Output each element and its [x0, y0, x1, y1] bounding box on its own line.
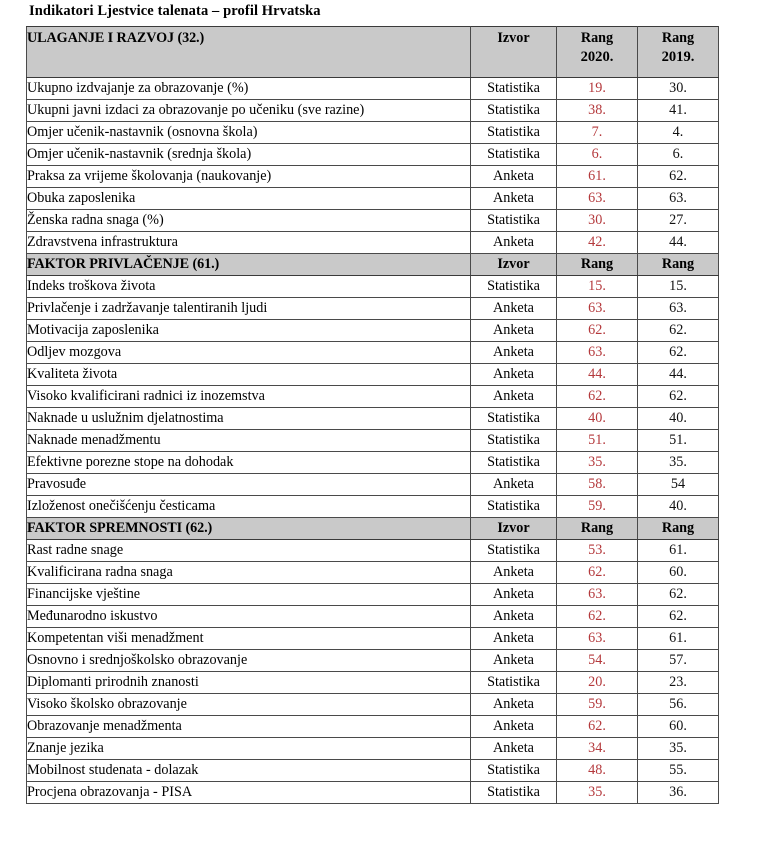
table-row	[27, 760, 719, 782]
indicator-name: Osnovno i srednjoškolsko obrazovanje	[27, 650, 471, 672]
indicator-source: Statistika	[471, 760, 557, 782]
indicator-name: Financijske vještine	[27, 584, 471, 606]
indicator-rank-2020: 42.	[557, 232, 638, 254]
indicator-source: Statistika	[471, 122, 557, 144]
table-row	[27, 78, 719, 100]
indicator-name: Ukupno izdvajanje za obrazovanje (%)	[27, 78, 471, 100]
indicator-rank-2019: 40.	[638, 408, 719, 430]
indicator-rank-2019: 35.	[638, 738, 719, 760]
indicator-name: Indeks troškova života	[27, 276, 471, 298]
indicator-rank-2019: 40.	[638, 496, 719, 518]
indicator-rank-2020: 30.	[557, 210, 638, 232]
indicator-source: Anketa	[471, 320, 557, 342]
table-row	[27, 122, 719, 144]
table-row	[27, 232, 719, 254]
table-row	[27, 672, 719, 694]
indicator-rank-2019: 35.	[638, 452, 719, 474]
indicator-source: Anketa	[471, 188, 557, 210]
table-row	[27, 562, 719, 584]
indicator-name: Naknade menadžmentu	[27, 430, 471, 452]
indicator-name: Procjena obrazovanja - PISA	[27, 782, 471, 804]
indicator-rank-2019: 57.	[638, 650, 719, 672]
table-row	[27, 584, 719, 606]
indicator-rank-2020: 20.	[557, 672, 638, 694]
indicator-name: Rast radne snage	[27, 540, 471, 562]
indicator-rank-2020: 34.	[557, 738, 638, 760]
indicator-source: Anketa	[471, 584, 557, 606]
indicator-rank-2020: 63.	[557, 342, 638, 364]
indicator-source: Anketa	[471, 298, 557, 320]
indicator-source: Statistika	[471, 408, 557, 430]
indicator-rank-2020: 38.	[557, 100, 638, 122]
indicator-rank-2020: 35.	[557, 782, 638, 804]
indicator-rank-2020: 51.	[557, 430, 638, 452]
table-row	[27, 452, 719, 474]
table-row	[27, 782, 719, 804]
indicator-rank-2020: 62.	[557, 386, 638, 408]
indicator-rank-2020: 59.	[557, 496, 638, 518]
indicator-name: Mobilnost studenata - dolazak	[27, 760, 471, 782]
column-header-rank-2020-label: Rang	[580, 30, 614, 46]
indicators-table	[26, 26, 719, 804]
column-header-rank-2020	[557, 27, 638, 78]
indicator-name: Ženska radna snaga (%)	[27, 210, 471, 232]
indicator-rank-2020: 63.	[557, 188, 638, 210]
indicator-rank-2019: 63.	[638, 188, 719, 210]
indicator-rank-2020: 54.	[557, 650, 638, 672]
indicator-name: Omjer učenik-nastavnik (srednja škola)	[27, 144, 471, 166]
indicator-rank-2019: 36.	[638, 782, 719, 804]
indicator-rank-2019: 55.	[638, 760, 719, 782]
table-row	[27, 210, 719, 232]
indicator-source: Statistika	[471, 540, 557, 562]
indicator-rank-2020: 62.	[557, 320, 638, 342]
indicator-rank-2019: 60.	[638, 716, 719, 738]
section-header-row	[27, 254, 719, 276]
indicator-rank-2019: 62.	[638, 584, 719, 606]
table-row	[27, 188, 719, 210]
indicator-source: Statistika	[471, 430, 557, 452]
indicator-source: Anketa	[471, 232, 557, 254]
indicator-rank-2019: 61.	[638, 540, 719, 562]
indicator-rank-2019: 44.	[638, 364, 719, 386]
indicator-source: Anketa	[471, 694, 557, 716]
indicator-rank-2019: 61.	[638, 628, 719, 650]
indicator-source: Anketa	[471, 474, 557, 496]
indicator-rank-2019: 23.	[638, 672, 719, 694]
table-row	[27, 364, 719, 386]
indicator-rank-2019: 62.	[638, 606, 719, 628]
indicators-table-container	[26, 26, 718, 804]
table-row	[27, 738, 719, 760]
table-row	[27, 342, 719, 364]
indicator-rank-2020: 61.	[557, 166, 638, 188]
indicator-source: Anketa	[471, 562, 557, 584]
indicator-name: Ukupni javni izdaci za obrazovanje po učeniku (sve razine)	[27, 100, 471, 122]
table-row	[27, 320, 719, 342]
indicator-rank-2020: 15.	[557, 276, 638, 298]
indicator-rank-2020: 62.	[557, 606, 638, 628]
column-header-rank-2019: Rang	[638, 518, 719, 540]
section-header-row	[27, 518, 719, 540]
indicator-name: Omjer učenik-nastavnik (osnovna škola)	[27, 122, 471, 144]
column-header-source: Izvor	[471, 518, 557, 540]
indicator-rank-2019: 56.	[638, 694, 719, 716]
table-row	[27, 298, 719, 320]
indicator-name: Visoko kvalificirani radnici iz inozemstva	[27, 386, 471, 408]
indicator-source: Statistika	[471, 144, 557, 166]
column-header-rank-2019: Rang	[638, 254, 719, 276]
indicator-name: Visoko školsko obrazovanje	[27, 694, 471, 716]
indicator-name: Praksa za vrijeme školovanja (naukovanje)	[27, 166, 471, 188]
section-title: ULAGANJE I RAZVOJ (32.)	[27, 27, 471, 78]
indicator-source: Anketa	[471, 606, 557, 628]
section-title: FAKTOR SPREMNOSTI (62.)	[27, 518, 471, 540]
indicator-name: Znanje jezika	[27, 738, 471, 760]
indicator-name: Pravosuđe	[27, 474, 471, 496]
table-row	[27, 100, 719, 122]
indicator-name: Kvalificirana radna snaga	[27, 562, 471, 584]
indicator-rank-2020: 59.	[557, 694, 638, 716]
table-row	[27, 386, 719, 408]
indicator-rank-2020: 7.	[557, 122, 638, 144]
indicator-source: Statistika	[471, 276, 557, 298]
indicator-source: Statistika	[471, 496, 557, 518]
indicator-name: Naknade u uslužnim djelatnostima	[27, 408, 471, 430]
indicator-source: Anketa	[471, 364, 557, 386]
indicator-source: Statistika	[471, 100, 557, 122]
indicator-rank-2019: 27.	[638, 210, 719, 232]
indicator-name: Privlačenje i zadržavanje talentiranih ljudi	[27, 298, 471, 320]
indicator-name: Zdravstvena infrastruktura	[27, 232, 471, 254]
indicator-rank-2020: 53.	[557, 540, 638, 562]
indicator-rank-2019: 30.	[638, 78, 719, 100]
indicator-rank-2020: 62.	[557, 562, 638, 584]
indicator-rank-2019: 54	[638, 474, 719, 496]
indicator-source: Anketa	[471, 342, 557, 364]
indicator-rank-2019: 4.	[638, 122, 719, 144]
indicator-source: Anketa	[471, 716, 557, 738]
table-row	[27, 606, 719, 628]
column-header-source: Izvor	[471, 27, 557, 78]
indicator-name: Odljev mozgova	[27, 342, 471, 364]
table-row	[27, 540, 719, 562]
column-header-source: Izvor	[471, 254, 557, 276]
table-row	[27, 716, 719, 738]
table-row	[27, 650, 719, 672]
column-header-rank-2019	[638, 27, 719, 78]
indicator-name: Diplomanti prirodnih znanosti	[27, 672, 471, 694]
indicator-source: Anketa	[471, 166, 557, 188]
column-header-rank-2019-label: Rang	[661, 30, 695, 46]
indicator-source: Statistika	[471, 78, 557, 100]
indicator-source: Anketa	[471, 628, 557, 650]
indicator-rank-2019: 62.	[638, 342, 719, 364]
indicators-table-body	[27, 27, 719, 804]
indicator-rank-2019: 6.	[638, 144, 719, 166]
indicator-rank-2020: 44.	[557, 364, 638, 386]
indicator-source: Statistika	[471, 210, 557, 232]
column-header-rank-2019-year: 2019.	[661, 49, 695, 65]
indicator-source: Anketa	[471, 386, 557, 408]
indicator-rank-2019: 41.	[638, 100, 719, 122]
indicator-rank-2020: 63.	[557, 298, 638, 320]
indicator-source: Statistika	[471, 452, 557, 474]
column-header-rank-2020: Rang	[557, 254, 638, 276]
table-row	[27, 276, 719, 298]
indicator-rank-2019: 62.	[638, 166, 719, 188]
indicator-name: Izloženost onečišćenju česticama	[27, 496, 471, 518]
table-row	[27, 474, 719, 496]
indicator-rank-2019: 44.	[638, 232, 719, 254]
indicator-rank-2020: 62.	[557, 716, 638, 738]
indicator-rank-2020: 48.	[557, 760, 638, 782]
indicator-name: Obuka zaposlenika	[27, 188, 471, 210]
table-row	[27, 166, 719, 188]
indicator-name: Kompetentan viši menadžment	[27, 628, 471, 650]
table-row	[27, 408, 719, 430]
indicator-source: Anketa	[471, 738, 557, 760]
page-title: Indikatori Ljestvice talenata – profil Hrvatska	[29, 3, 321, 19]
indicator-source: Anketa	[471, 650, 557, 672]
table-row	[27, 628, 719, 650]
indicator-source: Statistika	[471, 782, 557, 804]
indicator-rank-2020: 63.	[557, 628, 638, 650]
indicator-rank-2020: 6.	[557, 144, 638, 166]
indicator-rank-2019: 15.	[638, 276, 719, 298]
table-row	[27, 430, 719, 452]
indicator-name: Međunarodno iskustvo	[27, 606, 471, 628]
section-header-row	[27, 27, 719, 78]
table-row	[27, 496, 719, 518]
column-header-rank-2020: Rang	[557, 518, 638, 540]
indicator-rank-2019: 62.	[638, 386, 719, 408]
column-header-rank-2020-year: 2020.	[580, 49, 614, 65]
indicator-rank-2020: 63.	[557, 584, 638, 606]
indicator-name: Obrazovanje menadžmenta	[27, 716, 471, 738]
indicator-rank-2020: 40.	[557, 408, 638, 430]
indicator-source: Statistika	[471, 672, 557, 694]
indicator-rank-2020: 35.	[557, 452, 638, 474]
indicator-name: Kvaliteta života	[27, 364, 471, 386]
indicator-rank-2019: 62.	[638, 320, 719, 342]
table-row	[27, 144, 719, 166]
indicator-name: Motivacija zaposlenika	[27, 320, 471, 342]
indicator-rank-2019: 63.	[638, 298, 719, 320]
indicator-rank-2020: 58.	[557, 474, 638, 496]
section-title: FAKTOR PRIVLAČENJE (61.)	[27, 254, 471, 276]
indicator-rank-2019: 60.	[638, 562, 719, 584]
indicator-rank-2020: 19.	[557, 78, 638, 100]
indicator-name: Efektivne porezne stope na dohodak	[27, 452, 471, 474]
table-row	[27, 694, 719, 716]
indicator-rank-2019: 51.	[638, 430, 719, 452]
